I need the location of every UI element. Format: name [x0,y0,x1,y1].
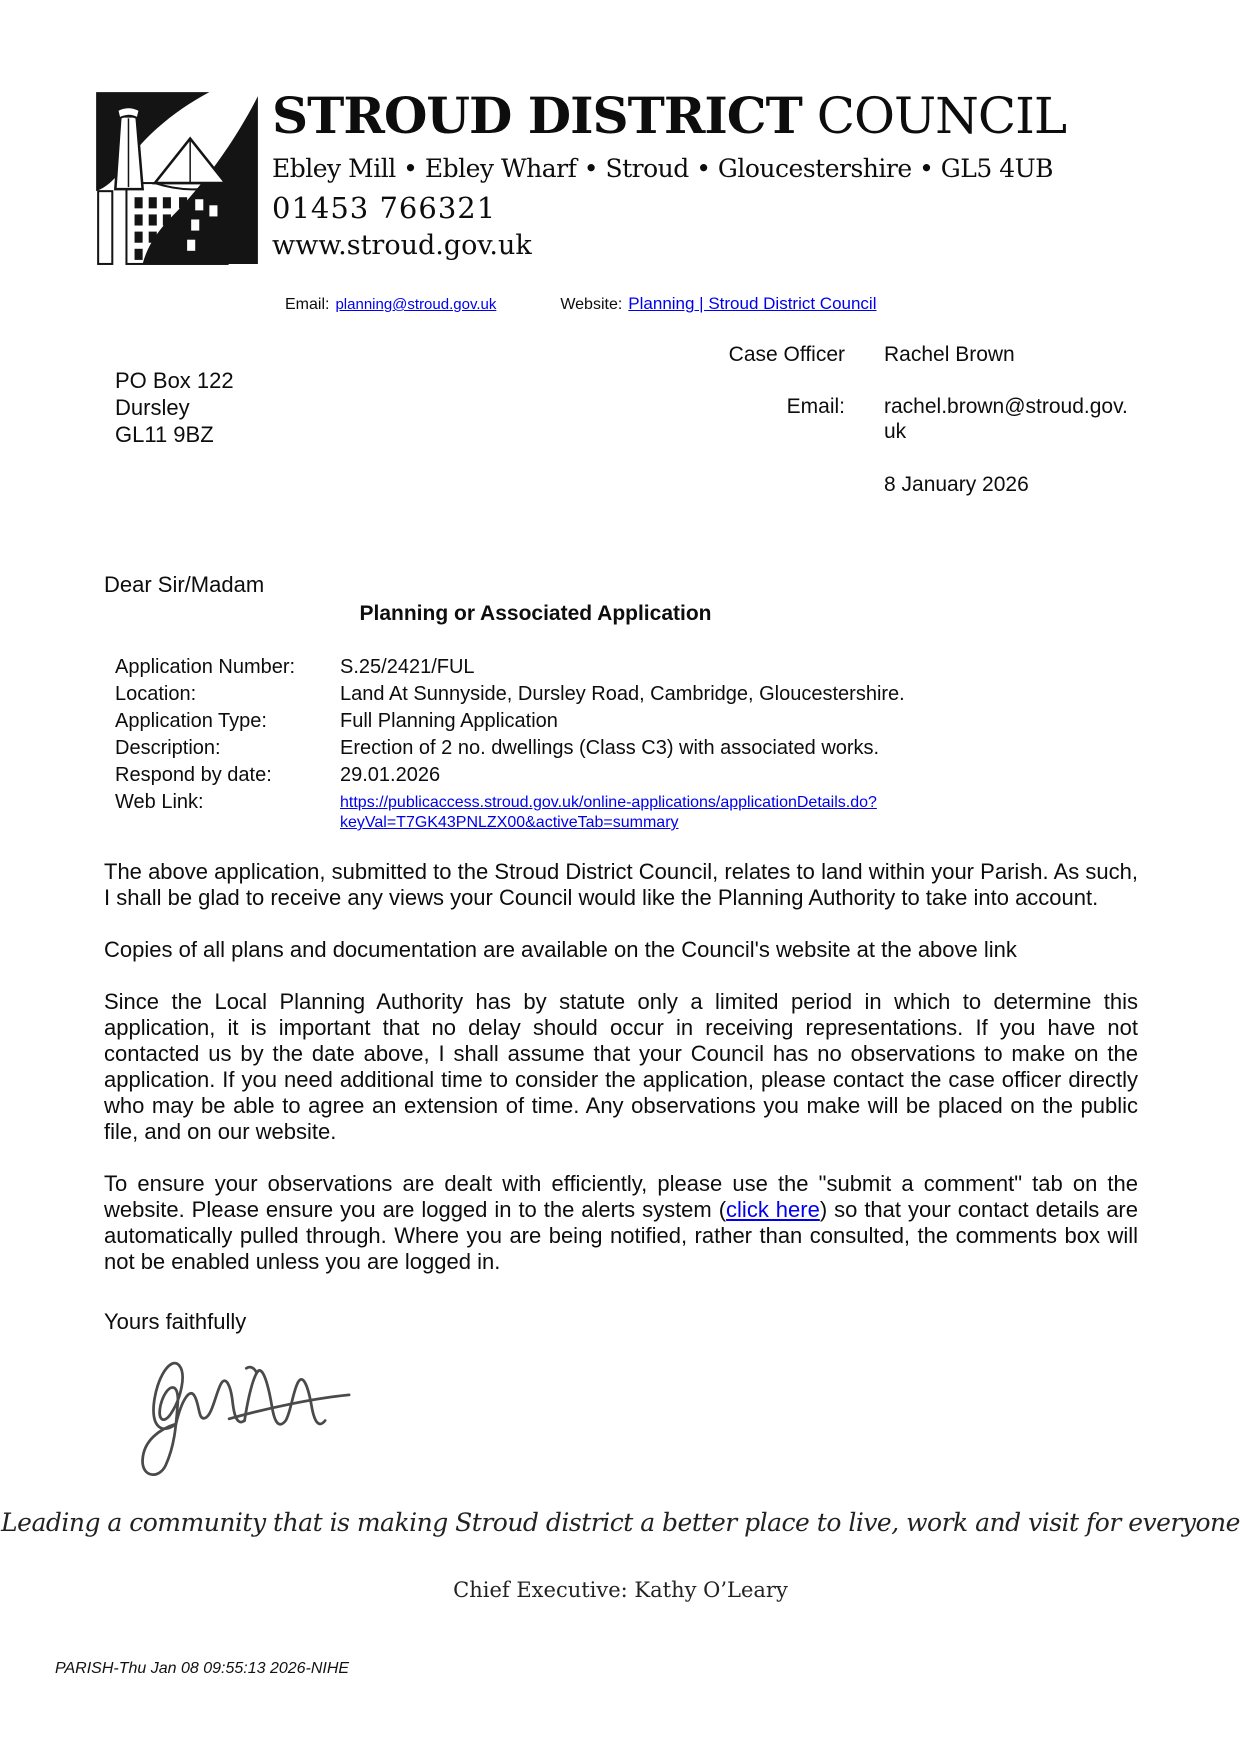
click-here-link[interactable]: click here [726,1197,820,1222]
detail-row-web-link [115,789,1241,833]
detail-value: Land At Sunnyside, Dursley Road, Cambridge, Gloucestershire. [340,683,905,705]
case-officer-label: Case Officer [728,343,845,366]
document-reference: PARISH-Thu Jan 08 09:55:13 2026-NIHE [55,1660,350,1677]
detail-label: Application Number: [115,656,296,678]
org-name-secondary: COUNCIL [801,87,1067,145]
recipient-address-line: PO Box 122 [115,368,234,393]
detail-row-application-number [115,654,1241,681]
org-name-primary: STROUD DISTRICT [272,86,802,145]
letterhead-text [272,86,1066,261]
org-name [272,88,1066,144]
paragraph-2: Copies of all plans and documentation are available on the Council's website at the above link [104,937,1017,962]
paragraph-4-text: To ensure your observations are dealt with efficiently, please use the "submit a comment" tab on the website. Please ensure you are logged in to the alerts system ( [104,1171,1138,1222]
letterhead [0,0,1241,268]
detail-row-location [115,681,1241,708]
paragraph-1: The above application, submitted to the Stroud District Council, relates to land within your Parish. As such, I shall be glad to receive any views your Council would like the Planning Authority to take into account. [104,859,1138,910]
contact-line [285,294,1241,314]
email-label: Email: [285,296,330,313]
stroud-mill-logo [90,86,262,268]
spacer [704,367,1138,394]
info-row [0,342,1241,542]
planning-website-link[interactable]: Planning | Stroud District Council [628,294,877,313]
council-tagline: Leading a community that is making Stroud district a better place to live, work and visit for everyone [1,1508,1240,1537]
org-website: www.stroud.gov.uk [272,230,532,261]
website-label: Website: [560,296,623,313]
paragraph-4-text: ) so that your contact details are automatically pulled through. Where you are being notified, rather than consulted, the comments box will not be enabled unless you are logged in. [104,1197,1138,1274]
spacer [704,444,845,497]
detail-value: Erection of 2 no. dwellings (Class C3) with associated works. [340,737,880,759]
recipient-address-line: Dursley [115,395,190,420]
case-officer-name: Rachel Brown [884,343,1015,366]
case-officer-email: rachel.brown@stroud.gov.uk [884,395,1128,443]
detail-label: Location: [115,683,197,705]
detail-label: Description: [115,737,221,759]
detail-value: S.25/2421/FUL [340,656,475,678]
detail-value: 29.01.2026 [340,764,441,786]
case-officer-email-label: Email: [786,395,845,418]
detail-row-description [115,735,1241,762]
paragraph-3: Since the Local Planning Authority has by statute only a limited period in which to determine this application, it is important that no delay should occur in receiving representations. If you have not contacted us by the date above, I shall assume that your Council has no observations to make on the application. If you need additional time to consider the application, please contact the case officer directly who may be able to agree an extension of time. Any observations you make will be placed on the public file, and on our website. [104,989,1138,1144]
detail-label: Web Link: [115,791,204,813]
detail-label: Application Type: [115,710,267,732]
paragraph-4 [104,1171,1138,1275]
application-details [115,654,1241,833]
subject-title: Planning or Associated Application [359,602,712,625]
salutation: Dear Sir/Madam [104,572,265,597]
detail-row-respond-by-date [115,762,1241,789]
closing: Yours faithfully [104,1309,247,1334]
chief-executive-line: Chief Executive: Kathy O’Leary [453,1578,788,1602]
detail-label: Respond by date: [115,764,272,786]
letter-body [104,859,1138,1275]
application-web-link[interactable]: https://publicaccess.stroud.gov.uk/online-applications/applicationDetails.do?keyVal=T7GK43PNLZX00&activeTab=summary [340,794,877,831]
planning-email-link[interactable]: planning@stroud.gov.uk [335,296,497,313]
detail-row-application-type [115,708,1241,735]
signature-icon [128,1343,368,1493]
detail-value: Full Planning Application [340,710,558,732]
org-phone: 01453 766321 [272,191,497,225]
letter-date: 8 January 2026 [884,473,1029,496]
mill-building-icon [90,86,262,268]
case-officer-signature [128,1343,1241,1498]
case-officer-block [600,342,1138,497]
recipient-address-line: GL11 9BZ [115,422,214,447]
recipient-address [115,367,234,448]
org-address: Ebley Mill • Ebley Wharf • Stroud • Gloucestershire • GL5 4UB [272,154,1054,183]
